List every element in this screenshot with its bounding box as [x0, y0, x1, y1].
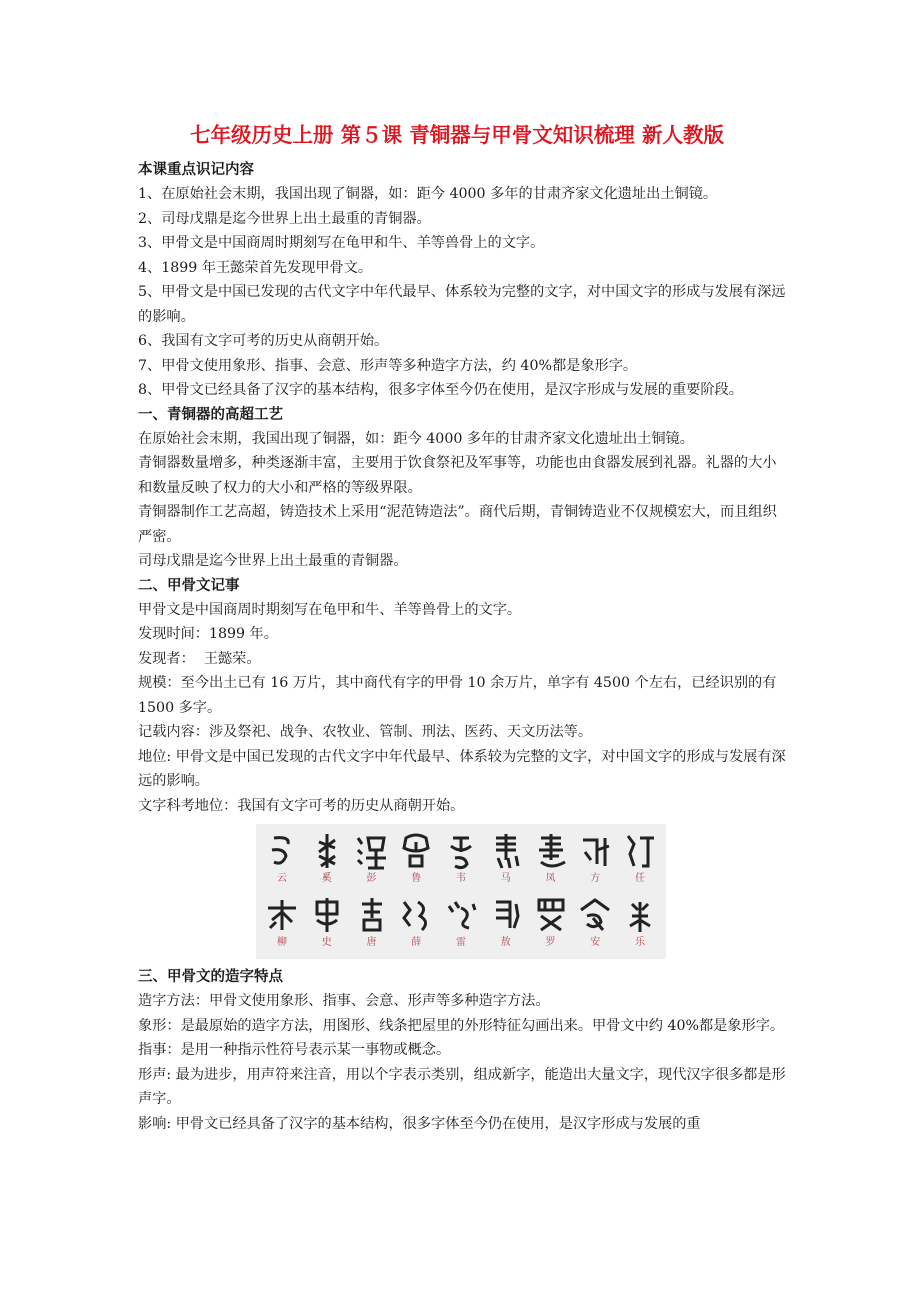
- glyph-caption: 方: [590, 873, 601, 884]
- oracle-glyph: [531, 894, 571, 936]
- oracle-glyph: [352, 830, 392, 872]
- glyph-images: [262, 830, 660, 872]
- key-point: 3、甲骨文是中国商周时期刻写在龟甲和牛、羊等兽骨上的文字。: [138, 235, 545, 251]
- paragraph: 发现时间：1899 年。: [138, 626, 278, 642]
- oracle-bone-characters-figure: [256, 824, 666, 959]
- paragraph: 司母戊鼎是迄今世界上出土最重的青铜器。: [138, 553, 408, 569]
- oracle-glyph: [575, 830, 615, 872]
- glyph-caption: 马: [500, 873, 511, 884]
- section-heading-characteristics: 三、甲骨文的造字特点: [138, 968, 283, 985]
- glyph-row: [262, 894, 660, 950]
- key-point: 2、司母戊鼎是迄今世界上出土最重的青铜器。: [138, 210, 431, 227]
- glyph-captions: [262, 872, 660, 886]
- glyph-caption: 凤: [545, 873, 556, 884]
- glyph-caption: 雷: [456, 937, 466, 948]
- key-point: 4、1899 年王懿荣首先发现甲骨文。: [138, 259, 373, 276]
- paragraph: 甲骨文是中国商周时期刻写在龟甲和牛、羊等兽骨上的文字。: [138, 601, 522, 618]
- oracle-glyph: [396, 830, 436, 872]
- key-point: 5、甲骨文是中国已发现的古代文字中年代最早、体系较为完整的文字，对中国文字的形成与发展有深远的影响。: [138, 284, 786, 325]
- glyph-caption: 薛: [411, 937, 422, 948]
- glyph-caption: 鲁: [411, 873, 422, 884]
- oracle-glyph: [307, 894, 347, 936]
- glyph-caption: 任: [635, 873, 645, 884]
- glyph-caption: 韦: [456, 873, 466, 884]
- section-heading-oracle: 二、甲骨文记事: [138, 576, 240, 594]
- document-content: [138, 120, 786, 1136]
- oracle-glyph: [486, 894, 526, 936]
- key-points-heading: 本课重点识记内容: [138, 161, 254, 178]
- paragraph: 青铜器制作工艺高超，铸造技术上采用“泥范铸造法”。商代后期，青铜铸造业不仅规模宏大，而且组织严密。: [138, 504, 777, 545]
- glyph-caption: 安: [590, 937, 601, 948]
- oracle-glyph: [620, 894, 660, 936]
- oracle-glyph: [620, 830, 660, 872]
- glyph-images: [262, 894, 660, 936]
- paragraph: 影响: 甲骨文已经具备了汉字的基本结构，很多字体至今仍在使用，是汉字形成与发展的重: [138, 1115, 701, 1132]
- oracle-glyph: [531, 830, 571, 872]
- glyph-caption: 敖: [500, 937, 511, 948]
- paragraph: 象形：是最原始的造字方法，用图形、线条把屋里的外形特征勾画出来。甲骨文中约 40%都是象形字。: [138, 1017, 785, 1034]
- section-heading-bronze: 一、青铜器的高超工艺: [138, 405, 283, 423]
- key-point: 6、我国有文字可考的历史从商朝开始。: [138, 333, 389, 349]
- oracle-glyph: [441, 894, 481, 936]
- glyph-caption: 史: [321, 937, 332, 948]
- paragraph: 文字科考地位：我国有文字可考的历史从商朝开始。: [138, 797, 465, 814]
- paragraph: 造字方法：甲骨文使用象形、指事、会意、形声等多种造字方法。: [138, 993, 550, 1009]
- paragraph: 指事：是用一种指示性符号表示某一事物或概念。: [138, 1042, 451, 1058]
- glyph-row: [262, 830, 660, 886]
- paragraph: 形声: 最为进步，用声符来注音，用以个字表示类别，组成新字，能造出大量文字，现代汉字很多都是形声字。: [138, 1066, 786, 1107]
- paragraph: 发现者： 王懿荣。: [138, 650, 261, 667]
- oracle-glyph: [352, 894, 392, 936]
- oracle-glyph: [307, 830, 347, 872]
- document-title: 七年级历史上册 第５课 青铜器与甲骨文知识梳理 新人教版: [190, 123, 724, 147]
- glyph-caption: 唐: [366, 937, 377, 948]
- oracle-glyph: [262, 830, 302, 872]
- key-point: 1、在原始社会末期，我国出现了铜器，如：距今 4000 多年的甘肃齐家文化遗址出土铜镜。: [138, 186, 718, 202]
- glyph-caption: 云: [277, 873, 287, 884]
- key-point: 8、甲骨文已经具备了汉字的基本结构，很多字体至今仍在使用，是汉字形成与发展的重要阶段。: [138, 382, 743, 398]
- oracle-glyph: [441, 830, 481, 872]
- paragraph: 在原始社会末期，我国出现了铜器，如：距今 4000 多年的甘肃齐家文化遗址出土铜镜。: [138, 430, 694, 447]
- paragraph: 青铜器数量增多，种类逐渐丰富，主要用于饮食祭祀及军事等，功能也由食器发展到礼器。礼器的大小和数量反映了权力的大小和严格的等级界限。: [138, 455, 777, 496]
- paragraph: 规模：至今出土已有 16 万片，其中商代有字的甲骨 10 余万片，单字有 4500 个左右，已经识别的有 1500 多字。: [138, 675, 777, 716]
- glyph-caption: 乐: [635, 937, 645, 948]
- paragraph: 地位: 甲骨文是中国已发现的古代文字中年代最早、体系较为完整的文字，对中国文字的形成与发展有深远的影响。: [138, 748, 786, 789]
- key-point: 7、甲骨文使用象形、指事、会意、形声等多种造字方法，约 40%都是象形字。: [138, 357, 638, 374]
- paragraph: 记载内容：涉及祭祀、战争、农牧业、管制、刑法、医药、天文历法等。: [138, 724, 593, 740]
- glyph-caption: 奚: [321, 873, 332, 884]
- oracle-glyph: [262, 894, 302, 936]
- glyph-caption: 彭: [366, 873, 377, 884]
- oracle-glyph: [396, 894, 436, 936]
- oracle-glyph: [575, 894, 615, 936]
- oracle-glyph: [486, 830, 526, 872]
- glyph-caption: 罗: [545, 937, 556, 948]
- glyph-captions: [262, 936, 660, 950]
- glyph-caption: 柳: [277, 937, 287, 948]
